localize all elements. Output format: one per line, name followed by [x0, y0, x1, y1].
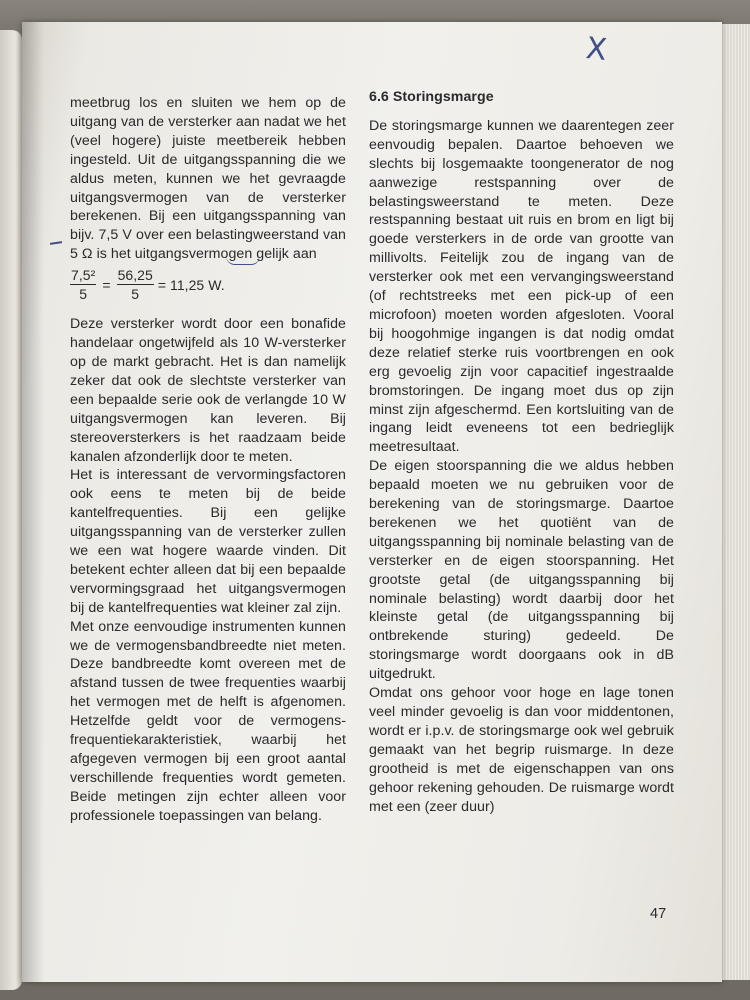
fraction-1-numerator: 7,5²	[71, 267, 96, 284]
left-column	[70, 94, 346, 826]
facing-page-edge	[0, 30, 22, 990]
right-paragraph-3: Omdat ons gehoor voor hoge en lage tonen veel minder gevoelig is dan voor middentonen, wordt er i.p.v. de storingsmarge ook wel gebruik gemaakt van het begrip ruismarge. In deze grootheid is met de eigenschappen van ons gehoor rekening gehouden. De ruismarge wordt met een (zeer duur)	[369, 685, 674, 815]
handwritten-x-mark: X	[584, 31, 609, 68]
right-column	[369, 88, 674, 816]
fraction-1-denominator: 5	[79, 286, 88, 303]
fraction-2-numerator: 56,25	[117, 267, 153, 284]
left-paragraph-2: Deze versterker wordt door een bonafide handelaar ongetwijfeld als 10 W-versterker op de markt gebracht. Het is dan namelijk zeker dat ook de slechtste versterker van een bepaalde serie ook de verlangde 10 W uitgangsvermogen kan leveren. Bij stereoversterkers is het raadzaam beide kanalen afzonderlijk door te meten.	[70, 316, 346, 465]
fraction-2-denominator: 5	[131, 286, 140, 303]
formula-fraction-2	[117, 267, 154, 303]
formula-equals: =	[102, 276, 111, 293]
right-paragraph-1: De storingsmarge kunnen we daarentegen zeer eenvoudig bepalen. Daartoe behoeven we slechts bij losgemaakte toongenerator de nog aanwezige restspanning over de belastingsweerstand te meten. Deze restspanning bestaat uit ruis en brom en ligt bij goede versterkers in de orde van grootte van millivolts. Feitelijk zou de ingang van de versterker ook met een vervangingsweerstand (of rechtstreeks met een pick-up of een microfoon) moeten worden afgesloten. Vooral bij hoogohmige ingangen is dat nodig omdat deze relatief sterke ruis voortbrengen en ook erg gevoelig zijn voor capacitief ingestraalde bromstoringen. De ingang moet dus op zijn minst zijn afgeschermd. Een kortsluiting van de ingang leidt eveneens tot een bedrieglijk meetresultaat.	[369, 117, 674, 456]
section-heading: 6.6 Storingsmarge	[369, 89, 494, 105]
left-paragraph-4: Met onze eenvoudige instrumenten kunnen we de vermogensbandbreedte niet meten. Deze bandbreedte komt overeen met de afstand tussen de twee frequenties waarbij het vermogen met de helft is afgenomen. Hetzelfde geldt voor de vermogens-frequentiekarakteristiek, waarbij het afgegeven vermogen bij een groot aantal verschillende frequenties wordt gemeten. Beide metingen zijn echter alleen voor professionele toepassingen van belang.	[70, 618, 346, 824]
right-paragraph-2: De eigen stoorspanning die we aldus hebben bepaald moeten we nu gebruiken voor de berekening van de storingsmarge. Daartoe berekenen we het quotiënt van de uitgangsspanning bij nominale belasting van de versterker en de eigen stoorspanning. Het grootste getal (de uitgangsspanning bij nominale belasting) wordt daarbij door het kleinste getal (de uitgangsspanning bij ontbrekende sturing) gedeeld. De storingsmarge wordt doorgaans ook in dB uitgedrukt.	[369, 458, 674, 683]
formula-fraction-1	[70, 267, 96, 303]
left-paragraph-3: Het is interessant de vervormingsfactoren ook eens te meten bij de beide kantelfrequenties. Bij een gelijke uitgangsspanning van de versterker zullen we een wat hogere waarde vinden. Dit betekent echter alleen dat bij een bepaalde vervormingsgraad het uitgangsvermogen bij de kantelfrequenties wat kleiner zal zijn.	[70, 467, 346, 616]
left-paragraph-1: meetbrug los en sluiten we hem op de uitgang van de versterker aan nadat we het (veel hogere) juiste meetbereik hebben ingesteld. Uit de uitgangsspanning die we aldus meten, kunnen we het gevraagde uitgangsvermogen van de versterker berekenen. Bij een uitgangsspanning van bijv. 7,5 V over een belastingweerstand van 5 Ω is het uitgangsvermogen gelijk aan	[70, 95, 346, 263]
page-number: 47	[650, 906, 667, 922]
page-stack-edges	[722, 24, 750, 980]
formula-result: = 11,25 W.	[157, 276, 225, 293]
power-formula	[70, 267, 346, 303]
binding-shadow	[22, 22, 44, 982]
